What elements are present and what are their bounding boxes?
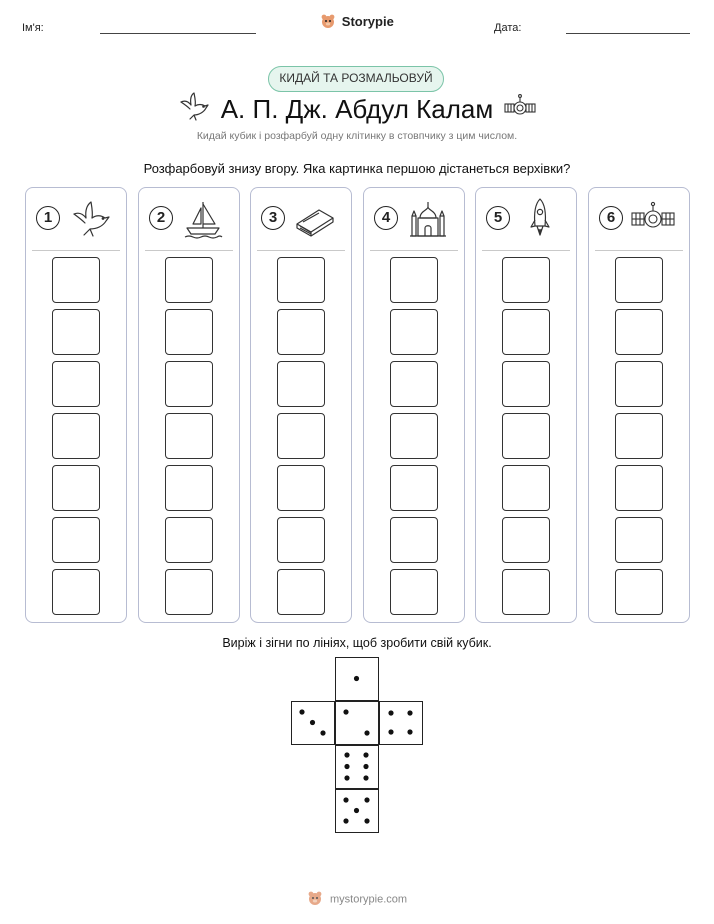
rocket-icon [518, 196, 562, 242]
color-cell[interactable] [277, 465, 325, 511]
color-cell[interactable] [615, 517, 663, 563]
column-divider [32, 250, 120, 251]
satellite-title-icon [504, 92, 536, 122]
column-number: 5 [486, 206, 510, 230]
color-cell[interactable] [277, 309, 325, 355]
name-line[interactable] [100, 33, 256, 34]
book-icon [293, 196, 337, 242]
column-number: 2 [149, 206, 173, 230]
column-4 [363, 187, 465, 623]
color-cell[interactable] [52, 361, 100, 407]
color-cell[interactable] [390, 413, 438, 459]
color-cell[interactable] [165, 309, 213, 355]
color-cell[interactable] [52, 465, 100, 511]
column-number: 4 [374, 206, 398, 230]
color-cell[interactable] [390, 465, 438, 511]
color-cell[interactable] [390, 517, 438, 563]
color-cell[interactable] [502, 257, 550, 303]
color-cell[interactable] [502, 413, 550, 459]
color-cell[interactable] [390, 309, 438, 355]
color-cell[interactable] [615, 465, 663, 511]
date-line[interactable] [566, 33, 690, 34]
cut-instruction: Виріж і зігни по лініях, щоб зробити свій кубик. [222, 636, 492, 650]
column-number: 6 [599, 206, 623, 230]
color-cell[interactable] [165, 517, 213, 563]
color-cell[interactable] [277, 517, 325, 563]
color-cell[interactable] [277, 257, 325, 303]
activity-badge: КИДАЙ ТА РОЗМАЛЬОВУЙ [268, 66, 444, 92]
color-cell[interactable] [502, 361, 550, 407]
instruction-text: Розфарбовуй знизу вгору. Яка картинка першою дістанеться верхівки? [143, 161, 571, 176]
column-divider [595, 250, 683, 251]
color-cell[interactable] [165, 257, 213, 303]
brand-logo [0, 13, 714, 32]
color-cell[interactable] [52, 257, 100, 303]
column-1 [25, 187, 127, 623]
color-cell[interactable] [165, 361, 213, 407]
die-face-5 [335, 789, 379, 833]
storypie-logo-icon [307, 890, 323, 909]
color-cell[interactable] [615, 569, 663, 615]
color-cell[interactable] [165, 569, 213, 615]
color-cell[interactable] [52, 309, 100, 355]
satellite-icon [631, 196, 675, 242]
color-cell[interactable] [52, 413, 100, 459]
color-cell[interactable] [277, 413, 325, 459]
color-cell[interactable] [277, 569, 325, 615]
column-number: 1 [36, 206, 60, 230]
color-cell[interactable] [615, 257, 663, 303]
color-cell[interactable] [502, 465, 550, 511]
color-cell[interactable] [52, 517, 100, 563]
date-label: Дата: [494, 22, 522, 34]
color-cell[interactable] [615, 361, 663, 407]
name-label: Ім'я: [22, 22, 44, 34]
footer-link[interactable]: mystorypie.com [330, 893, 408, 906]
color-cell[interactable] [502, 517, 550, 563]
die-face-4 [379, 701, 423, 745]
storypie-logo-icon [320, 13, 336, 32]
dove-icon [68, 196, 112, 242]
color-cell[interactable] [165, 413, 213, 459]
color-cell[interactable] [390, 257, 438, 303]
die-face-6 [335, 745, 379, 789]
die-face-1 [335, 657, 379, 701]
page-subtitle: Кидай кубик і розфарбуй одну клітинку в стовпчику з цим числом. [196, 130, 518, 142]
sailboat-icon [181, 196, 225, 242]
color-cell[interactable] [165, 465, 213, 511]
column-2 [138, 187, 240, 623]
page-title: А. П. Дж. Абдул Калам [220, 94, 494, 124]
column-6 [588, 187, 690, 623]
color-cell[interactable] [502, 309, 550, 355]
color-cell[interactable] [277, 361, 325, 407]
column-3 [250, 187, 352, 623]
color-cell[interactable] [390, 361, 438, 407]
column-divider [257, 250, 345, 251]
die-face-2 [335, 701, 379, 745]
color-cell[interactable] [502, 569, 550, 615]
color-cell[interactable] [52, 569, 100, 615]
color-cell[interactable] [615, 309, 663, 355]
column-divider [482, 250, 570, 251]
column-divider [370, 250, 458, 251]
brand-name: Storypie [341, 13, 394, 29]
column-5 [475, 187, 577, 623]
column-number: 3 [261, 206, 285, 230]
column-divider [145, 250, 233, 251]
mosque-icon [406, 196, 450, 242]
die-face-3 [291, 701, 335, 745]
color-cell[interactable] [615, 413, 663, 459]
footer [0, 890, 714, 909]
color-cell[interactable] [390, 569, 438, 615]
